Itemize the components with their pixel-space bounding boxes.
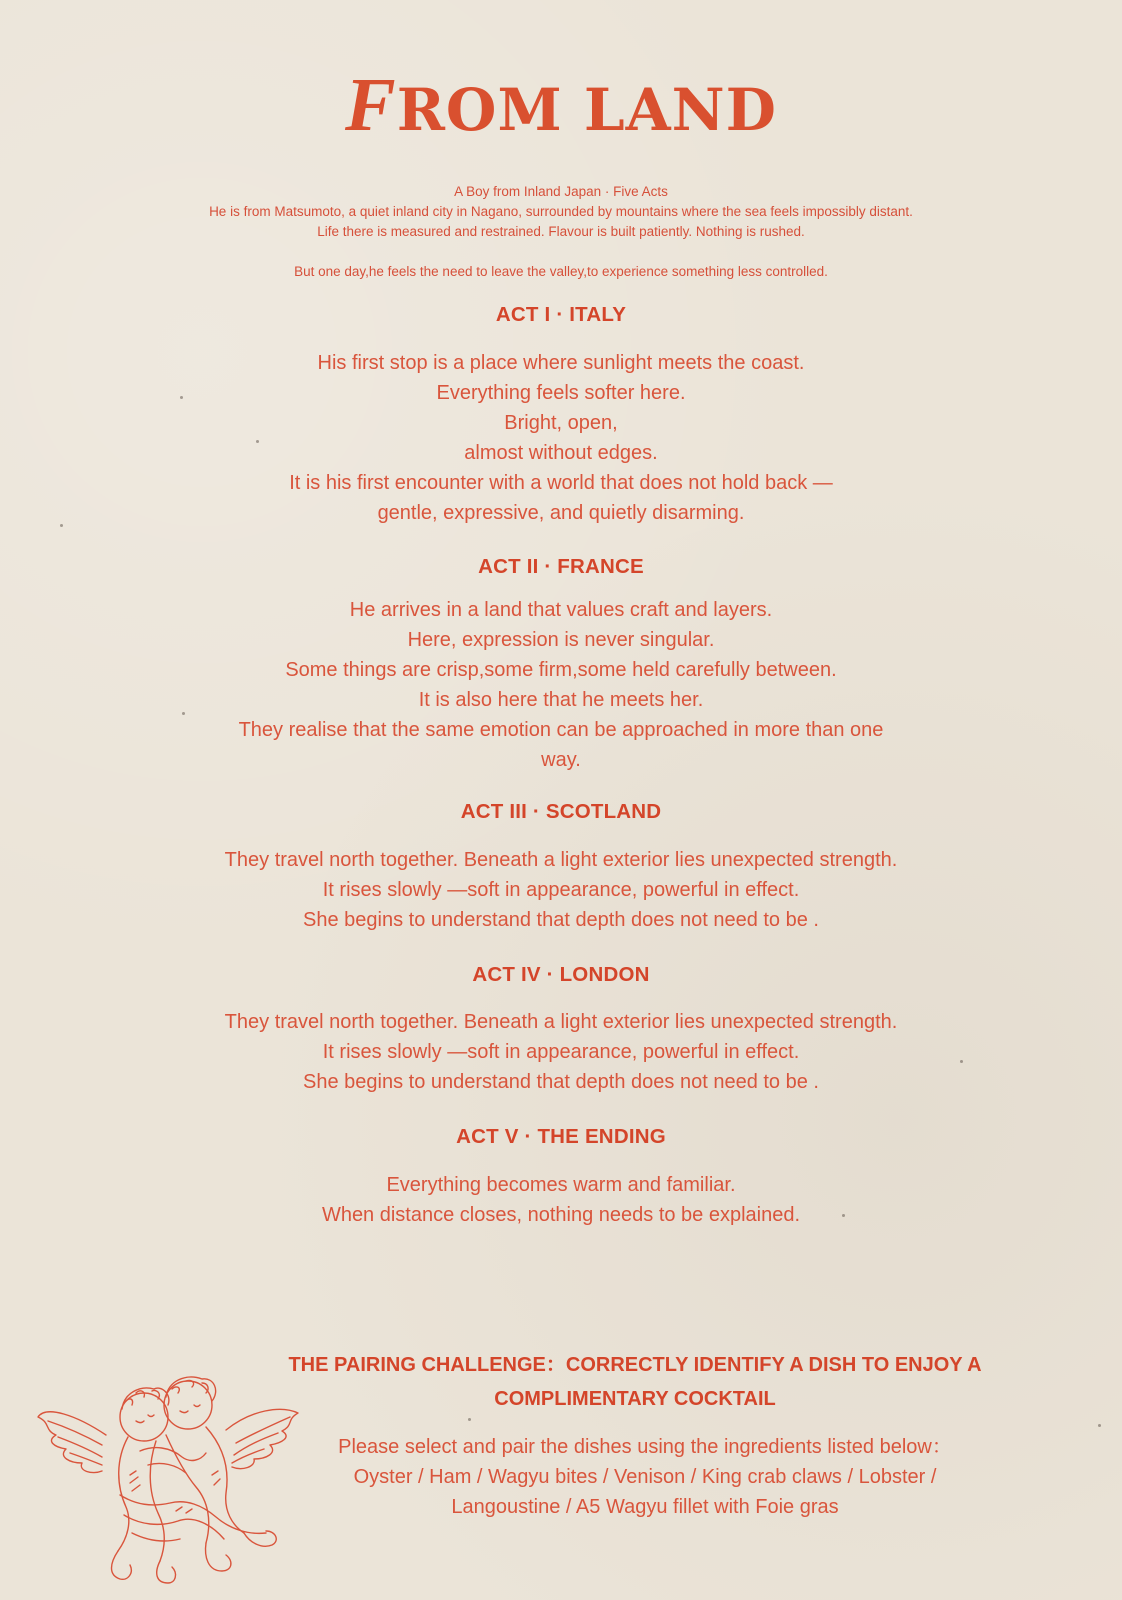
act-line: Here, expression is never singular. xyxy=(407,629,715,651)
act-line: almost without edges. xyxy=(464,442,658,464)
act-line: Everything feels softer here. xyxy=(436,382,686,404)
act-line: They travel north together. Beneath a light exterior lies unexpected strength. xyxy=(224,849,898,871)
act-body-scotland xyxy=(0,845,1122,935)
challenge-heading xyxy=(230,1348,1040,1416)
page-title xyxy=(0,62,1122,149)
act-body-france xyxy=(0,595,1122,775)
intro-block xyxy=(0,182,1122,282)
title-first-letter: F xyxy=(345,63,397,147)
act-body-ending xyxy=(0,1170,1122,1230)
intro-line: He is from Matsumoto, a quiet inland city in Nagano, surrounded by mountains where the sea feels impossibly distant. xyxy=(209,204,913,219)
intro-subtitle: A Boy from Inland Japan · Five Acts xyxy=(454,184,668,199)
act-line: It is also here that he meets her. xyxy=(418,689,704,711)
act-line: She begins to understand that depth does not need to be . xyxy=(303,1071,819,1093)
challenge-ingredients: Oyster / Ham / Wagyu bites / Venison / King crab claws / Lobster / xyxy=(353,1466,937,1488)
challenge-heading-line: COMPLIMENTARY COCKTAIL xyxy=(494,1388,776,1410)
act-line: When distance closes, nothing needs to be explained. xyxy=(321,1204,801,1226)
act-heading-ending: ACT V · THE ENDING xyxy=(456,1125,666,1148)
act-line: Everything becomes warm and familiar. xyxy=(386,1174,736,1196)
act-heading-france: ACT II · FRANCE xyxy=(478,555,644,578)
act-line: She begins to understand that depth does not need to be . xyxy=(303,909,819,931)
act-heading-london: ACT IV · LONDON xyxy=(472,963,650,986)
act-line: It is his first encounter with a world that does not hold back — xyxy=(289,472,833,494)
challenge-heading-line: THE PAIRING CHALLENGE：CORRECTLY IDENTIFY A DISH TO ENJOY A xyxy=(288,1354,982,1376)
paper-speck xyxy=(1098,1424,1101,1427)
title-rest: ROM LAND xyxy=(396,76,777,144)
challenge-ingredients: Langoustine / A5 Wagyu fillet with Foie gras xyxy=(451,1496,839,1518)
act-line: gentle, expressive, and quietly disarming. xyxy=(377,502,745,524)
challenge-body xyxy=(300,1432,990,1522)
act-line: They travel north together. Beneath a light exterior lies unexpected strength. xyxy=(224,1011,898,1033)
intro-line: Life there is measured and restrained. Flavour is built patiently. Nothing is rushed. xyxy=(317,224,805,239)
act-heading-italy: ACT I · ITALY xyxy=(495,303,627,326)
act-body-italy xyxy=(0,348,1122,528)
paper-speck xyxy=(468,1418,471,1421)
act-line: Some things are crisp,some firm,some held carefully between. xyxy=(285,659,837,681)
act-line: His first stop is a place where sunlight meets the coast. xyxy=(317,352,805,374)
act-heading-scotland: ACT III · SCOTLAND xyxy=(460,800,662,823)
cherubs-illustration-icon xyxy=(36,1375,306,1590)
act-line: way. xyxy=(541,749,581,771)
act-line: It rises slowly —soft in appearance, powerful in effect. xyxy=(322,1041,800,1063)
act-line: Bright, open, xyxy=(504,412,618,434)
intro-line: But one day,he feels the need to leave the valley,to experience something less controlled. xyxy=(294,264,828,279)
act-line: He arrives in a land that values craft and layers. xyxy=(349,599,773,621)
challenge-instruction: Please select and pair the dishes using the ingredients listed below： xyxy=(338,1436,952,1458)
act-body-london xyxy=(0,1007,1122,1097)
act-line: It rises slowly —soft in appearance, powerful in effect. xyxy=(322,879,800,901)
act-line: They realise that the same emotion can be approached in more than one xyxy=(238,719,884,741)
